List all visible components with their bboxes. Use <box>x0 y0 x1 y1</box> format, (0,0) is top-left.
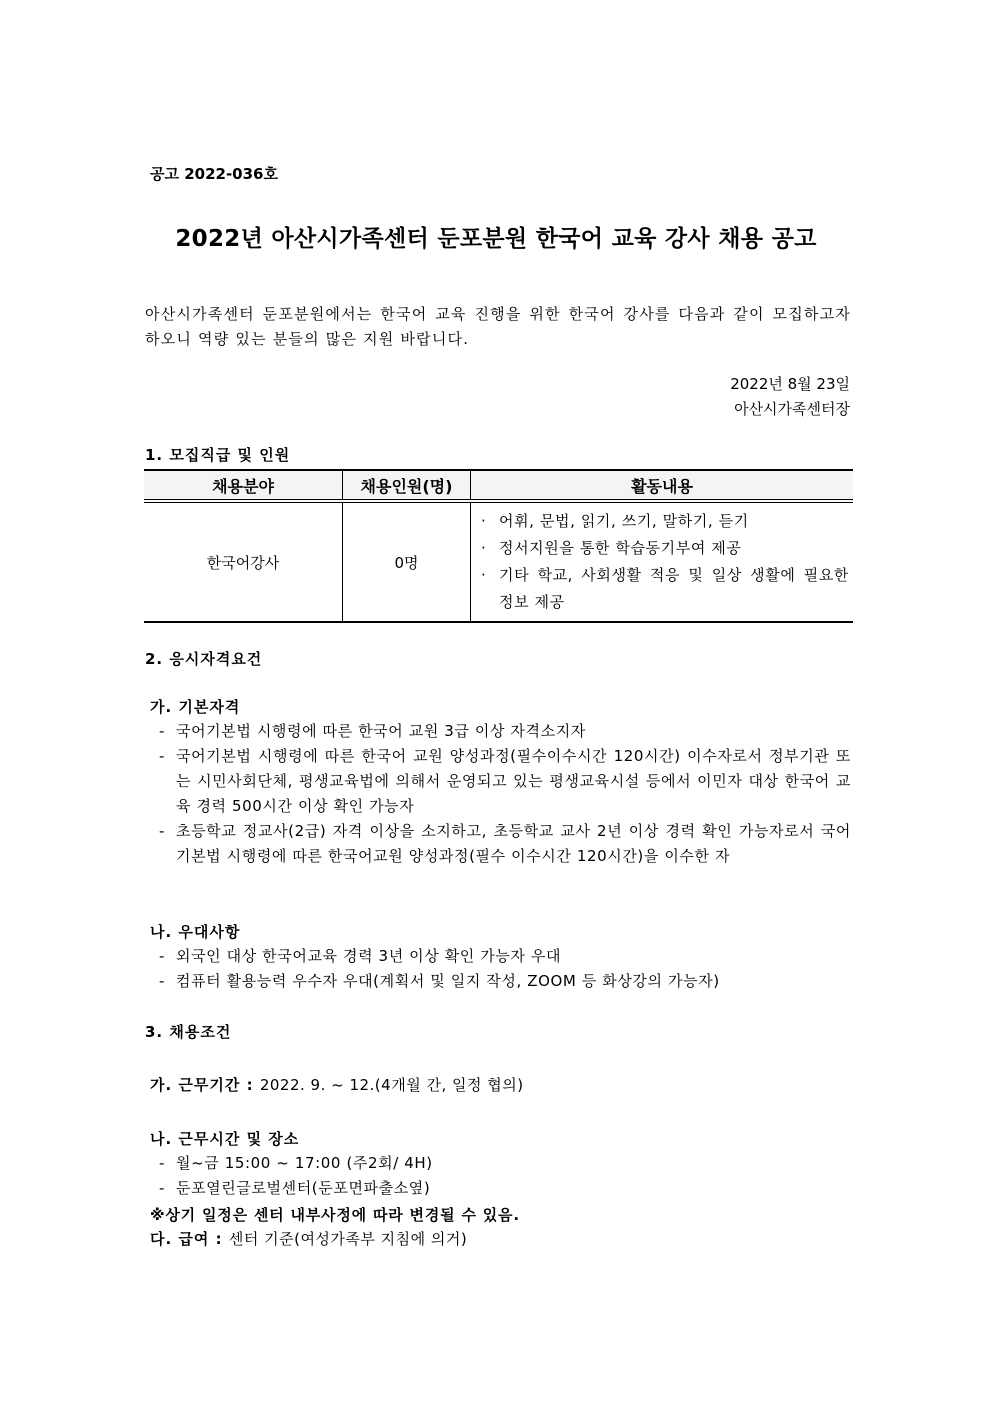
list-item: - 초등학교 정교사(2급) 자격 이상을 소지하고, 초등학교 교사 2년 이상 경력 확인 가능자로서 국어기본법 시행령에 따른 한국어교원 양성과정(필수 이수시간 120시간)을 이수한 자 <box>159 819 851 869</box>
bullet-icon: · <box>481 539 487 557</box>
dash-icon: - <box>159 947 166 965</box>
header-field: 채용분야 <box>144 470 343 501</box>
activity-item: · 정서지원을 통한 학습동기부여 제공 <box>481 535 849 562</box>
dash-icon: - <box>159 972 166 990</box>
section-1-heading: 1. 모집직급 및 인원 <box>145 446 291 464</box>
issuer: 아산시가족센터장 <box>734 400 850 418</box>
preference-heading: 나. 우대사항 <box>150 923 241 941</box>
list-item: - 둔포열린글로벌센터(둔포면파출소옆) <box>159 1176 851 1201</box>
dash-icon: - <box>159 1179 166 1197</box>
list-item: - 국어기본법 시행령에 따른 한국어 교원 3급 이상 자격소지자 <box>159 719 851 744</box>
salary-value: 센터 기준(여성가족부 지침에 의거) <box>228 1230 468 1248</box>
dash-icon: - <box>159 747 166 765</box>
table-header-row <box>144 470 853 501</box>
intro-paragraph: 아산시가족센터 둔포분원에서는 한국어 교육 진행을 위한 한국어 강사를 다음과 같이 모집하고자 하오니 역량 있는 분들의 많은 지원 바랍니다. <box>145 305 851 348</box>
bullet-icon: · <box>481 566 487 584</box>
cell-field: 한국어강사 <box>144 501 343 622</box>
schedule-note: ※상기 일정은 센터 내부사정에 따라 변경될 수 있음. <box>150 1206 520 1224</box>
list-item: - 월~금 15:00 ~ 17:00 (주2회/ 4H) <box>159 1151 851 1176</box>
salary-label: 다. 급여 : <box>150 1230 223 1248</box>
list-item: - 외국인 대상 한국어교육 경력 3년 이상 확인 가능자 우대 <box>159 944 851 969</box>
salary <box>150 1228 467 1249</box>
header-count: 채용인원(명) <box>343 470 471 501</box>
section-3-heading: 3. 채용조건 <box>145 1023 232 1041</box>
work-period-value: 2022. 9. ~ 12.(4개월 간, 일정 협의) <box>259 1076 524 1094</box>
notice-number: 공고 2022-036호 <box>150 165 278 183</box>
list-item: - 컴퓨터 활용능력 우수자 우대(계획서 및 일지 작성, ZOOM 등 화상강의 가능자) <box>159 969 851 994</box>
bullet-icon: · <box>481 512 487 530</box>
work-period <box>150 1074 524 1095</box>
page-title: 2022년 아산시가족센터 둔포분원 한국어 교육 강사 채용 공고 <box>175 226 817 252</box>
work-period-label: 가. 근무기간 : <box>150 1076 254 1094</box>
header-activities: 활동내용 <box>471 470 854 501</box>
date-signature-block <box>730 372 850 422</box>
recruitment-table <box>144 469 853 623</box>
table-row <box>144 501 853 622</box>
activity-item: · 기타 학교, 사회생활 적응 및 일상 생활에 필요한 정보 제공 <box>481 562 849 616</box>
dash-icon: - <box>159 822 166 840</box>
dash-icon: - <box>159 722 166 740</box>
work-hours-heading: 나. 근무시간 및 장소 <box>150 1130 300 1148</box>
dash-icon: - <box>159 1154 166 1172</box>
notice-date: 2022년 8월 23일 <box>730 375 850 393</box>
activity-item: · 어휘, 문법, 읽기, 쓰기, 말하기, 듣기 <box>481 508 849 535</box>
cell-count: 0명 <box>343 501 471 622</box>
basic-qualification-heading: 가. 기본자격 <box>150 698 241 716</box>
section-2-heading: 2. 응시자격요건 <box>145 650 263 668</box>
cell-activities <box>471 501 854 622</box>
list-item: - 국어기본법 시행령에 따른 한국어 교원 양성과정(필수이수시간 120시간) 이수자로서 정부기관 또는 시민사회단체, 평생교육법에 의해서 운영되고 있는 평생교육시설 등에서 이민자 대상 한국어 교육 경력 500시간 이상 확인 가능자 <box>159 744 851 819</box>
